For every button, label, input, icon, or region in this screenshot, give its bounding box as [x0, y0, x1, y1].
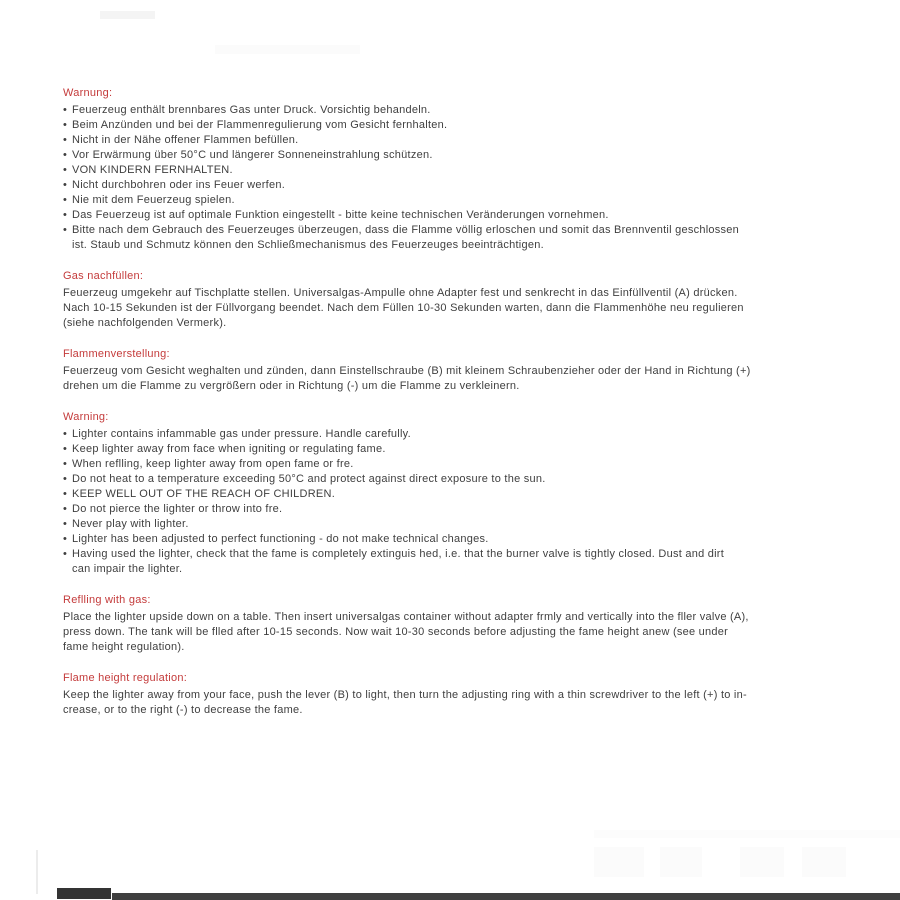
section-heading-flammenverstellung: Flammenverstellung:: [63, 348, 170, 360]
bullet-item: • Keep lighter away from face when igniting or regulating fame.: [63, 442, 900, 457]
paragraph-line: Nach 10-15 Sekunden ist der Füllvorgang beendet. Nach dem Füllen 10-30 Sekunden warten, dann die Flammenhöhe neu regulieren: [63, 302, 744, 314]
bullet-item: • Beim Anzünden und bei der Flammenregulierung vom Gesicht fernhalten.: [63, 118, 900, 133]
section-heading-gas-nachfuellen: Gas nachfüllen:: [63, 270, 144, 282]
section-warnung-de: [63, 86, 900, 253]
paragraph-line: Place the lighter upside down on a table. Then insert universalgas container without adapter frmly and vertically into the fller valve (A),: [63, 611, 749, 623]
bullet-item: • Nie mit dem Feuerzeug spielen.: [63, 193, 900, 208]
section-heading-flame-height: Flame height regulation:: [63, 672, 188, 684]
bullet-item: • Lighter contains infammable gas under pressure. Handle carefully.: [63, 427, 900, 442]
scan-edge-line: [36, 850, 38, 894]
section-heading-warnung: Warnung:: [63, 87, 113, 99]
paragraph-line: Feuerzeug vom Gesicht weghalten und zünden, dann Einstellschraube (B) mit kleinem Schraubenzieher oder der Hand in Richtung (+): [63, 365, 751, 377]
paragraph-line: Keep the lighter away from your face, push the lever (B) to light, then turn the adjusting ring with a thin screwdriver to the left (+) to in-: [63, 689, 747, 701]
bullet-item: • When reflling, keep lighter away from open fame or fre.: [63, 457, 900, 472]
bullet-item: • Having used the lighter, check that the fame is completely extinguis hed, i.e. that the burner valve is tightly closed. Dust and dirt: [63, 547, 900, 562]
section-heading-warning: Warning:: [63, 411, 109, 423]
scan-faint-square: [740, 847, 784, 877]
scan-faint-square: [802, 847, 846, 877]
section-flame-height-regulation: [63, 671, 900, 718]
bullet-item-continuation: ist. Staub und Schmutz können den Schließmechanismus des Feuerzeuges beeinträchtigen.: [72, 239, 544, 251]
scan-dark-block-bottom: [57, 888, 111, 899]
bullet-item: • Never play with lighter.: [63, 517, 900, 532]
bullet-item: • Bitte nach dem Gebrauch des Feuerzeuges überzeugen, dass die Flamme völlig erloschen und somit das Brennventil geschlossen: [63, 223, 900, 238]
bullet-item: • Vor Erwärmung über 50°C und längerer Sonneneinstrahlung schützen.: [63, 148, 900, 163]
bullet-item: • Do not pierce the lighter or throw into fre.: [63, 502, 900, 517]
scan-faint-strip: [594, 830, 900, 838]
paragraph-line: crease, or to the right (-) to decrease the fame.: [63, 704, 303, 716]
bullet-item: • Nicht in der Nähe offener Flammen befüllen.: [63, 133, 900, 148]
bullet-item: • Do not heat to a temperature exceeding 50°C and protect against direct exposure to the sun.: [63, 472, 900, 487]
section-flammenverstellung: [63, 347, 900, 394]
paragraph-line: Feuerzeug umgekehr auf Tischplatte stellen. Universalgas-Ampulle ohne Adapter fest und senkrecht in das Einfüllventil (A) drücken.: [63, 287, 738, 299]
paragraph-line: (siehe nachfolgenden Vermerk).: [63, 317, 227, 329]
bullet-item: • Feuerzeug enthält brennbares Gas unter Druck. Vorsichtig behandeln.: [63, 103, 900, 118]
scan-smudge-top: [100, 11, 155, 19]
bullet-item-continuation: can impair the lighter.: [72, 563, 183, 575]
section-warning-en: [63, 410, 900, 577]
instruction-text-block: [63, 86, 900, 718]
scan-faint-square: [594, 847, 644, 877]
bullet-item: • Lighter has been adjusted to perfect functioning - do not make technical changes.: [63, 532, 900, 547]
bullet-item: • KEEP WELL OUT OF THE REACH OF CHILDREN.: [63, 487, 900, 502]
paragraph-line: press down. The tank will be flled after 10-15 seconds. Now wait 10-30 seconds before adjusting the fame height anew (see under: [63, 626, 729, 638]
paragraph-line: drehen um die Flamme zu vergrößern oder in Richtung (-) um die Flamme zu verkleinern.: [63, 380, 520, 392]
section-refilling-with-gas: [63, 593, 900, 655]
section-gas-nachfuellen: [63, 269, 900, 331]
bullet-item: • VON KINDERN FERNHALTEN.: [63, 163, 900, 178]
scan-smudge-top: [215, 45, 360, 54]
paragraph-line: fame height regulation).: [63, 641, 185, 653]
scan-dark-band-bottom: [112, 893, 900, 900]
section-heading-refilling: Reflling with gas:: [63, 594, 151, 606]
bullet-item: • Das Feuerzeug ist auf optimale Funktion eingestellt - bitte keine technischen Veränderungen vornehmen.: [63, 208, 900, 223]
bullet-item: • Nicht durchbohren oder ins Feuer werfen.: [63, 178, 900, 193]
scan-faint-square: [660, 847, 702, 877]
